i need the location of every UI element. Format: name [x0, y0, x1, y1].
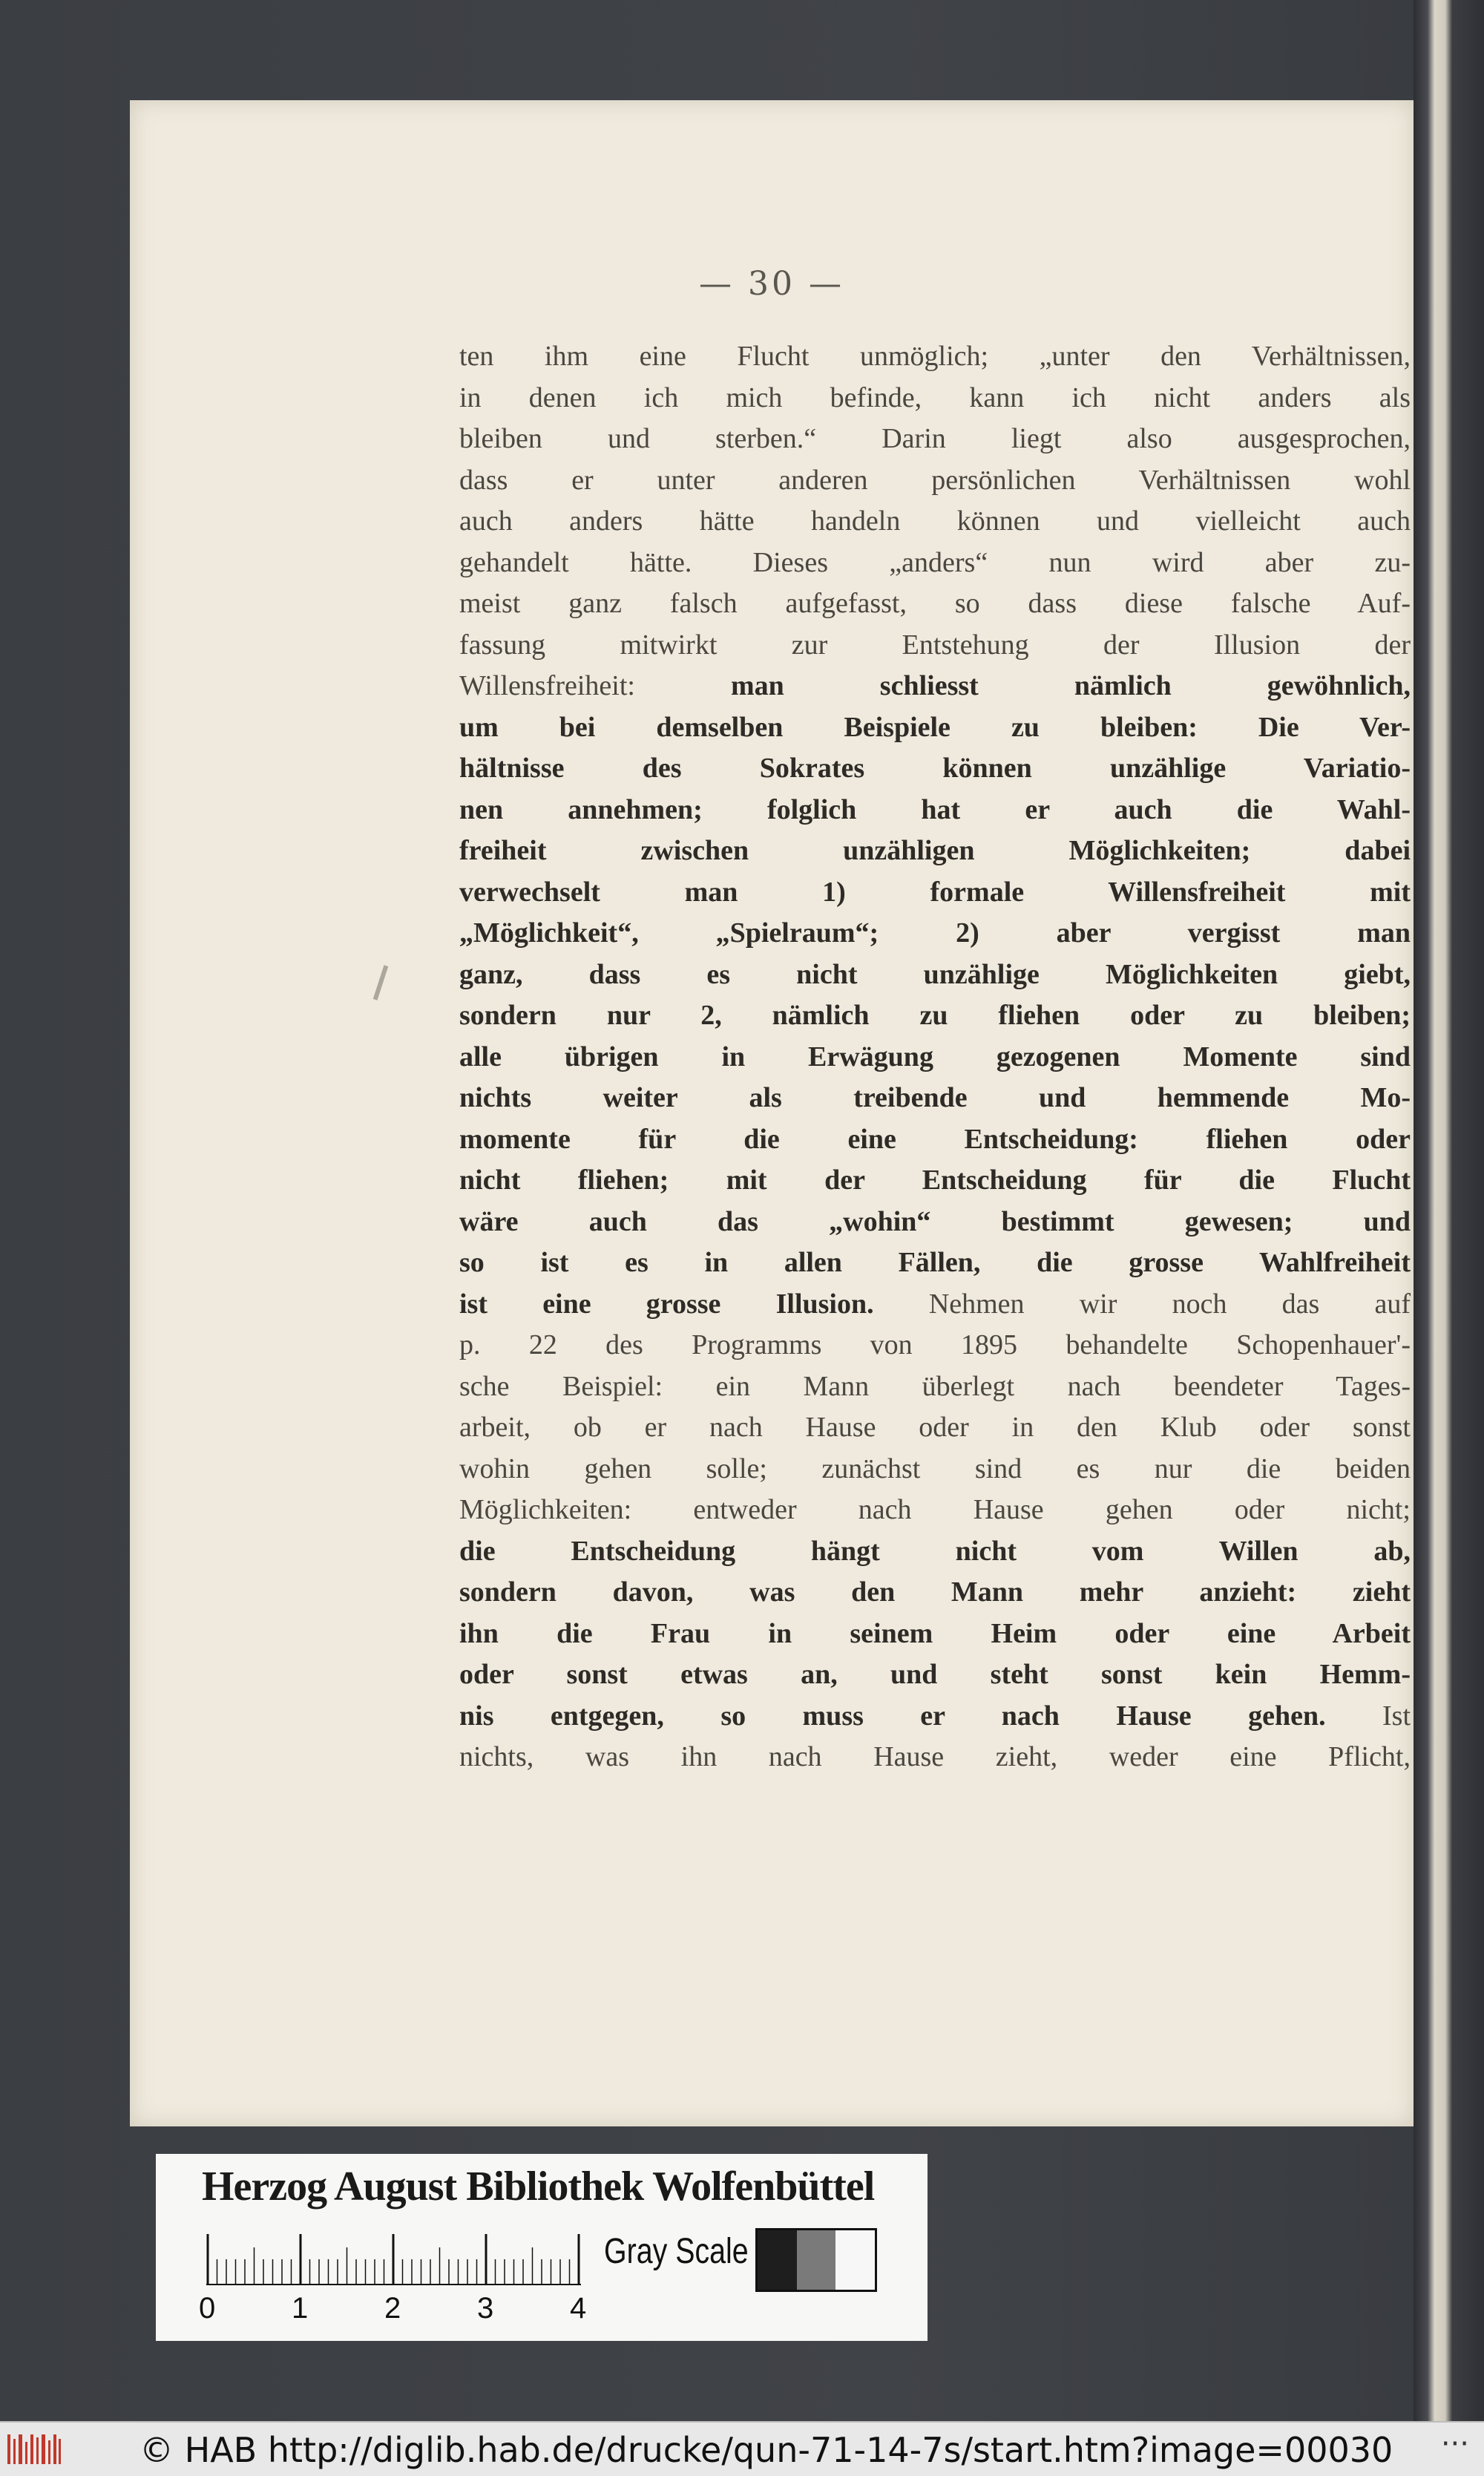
ruler-scale — [206, 2234, 581, 2286]
text-line: freiheit zwischen unzähligen Möglichkeiten; dabei — [459, 835, 1411, 866]
text-line: sche Beispiel: ein Mann überlegt nach beendeter Tages- — [459, 1370, 1411, 1402]
text-line: „Möglichkeit“, „Spielraum“; 2) aber vergisst man — [459, 917, 1411, 949]
plain-segment: Ist — [1382, 1700, 1411, 1732]
text-line: ihn die Frau in seinem Heim oder eine Arbeit — [459, 1617, 1411, 1649]
color-calibration-card — [156, 2154, 928, 2341]
ruler-number: 1 — [292, 2292, 309, 2325]
barcode-logo-icon — [6, 2431, 62, 2467]
ruler-number: 3 — [477, 2292, 494, 2325]
text-line: arbeit, ob er nach Hause oder in den Klub oder sonst — [459, 1412, 1411, 1443]
ruler-number: 2 — [384, 2292, 401, 2325]
ruler-number: 0 — [199, 2292, 216, 2325]
text-line — [459, 666, 1411, 707]
gray-scale-swatches — [755, 2228, 877, 2292]
page-number: — 30 — — [699, 265, 844, 303]
gray-swatch — [797, 2230, 836, 2290]
text-line: so ist es in allen Fällen, die grosse Wahlfreiheit — [459, 1247, 1411, 1278]
more-options-icon[interactable]: ··· — [1440, 2427, 1469, 2461]
text-line: bleiben und sterben.“ Darin liegt also ausgesprochen, — [459, 423, 1411, 454]
book-page — [130, 100, 1414, 2126]
text-line: sondern davon, was den Mann mehr anzieht: zieht — [459, 1576, 1411, 1608]
gray-scale-label: Gray Scale — [604, 2232, 749, 2271]
text-line: ganz, dass es nicht unzählige Möglichkeiten giebt, — [459, 958, 1411, 990]
text-line: nicht fliehen; mit der Entscheidung für die Flucht — [459, 1165, 1411, 1196]
text-line: nichts, was ihn nach Hause zieht, weder eine Pflicht, — [459, 1741, 1411, 1772]
text-line: auch anders hätte handeln können und vielleicht auch — [459, 505, 1411, 537]
bold-segment: nis entgegen, so muss er nach Hause gehen. — [459, 1700, 1382, 1732]
text-line: momente für die eine Entscheidung: fliehen oder — [459, 1123, 1411, 1155]
text-line — [459, 1284, 1411, 1326]
viewer-footer — [0, 2421, 1484, 2476]
text-line: nichts weiter als treibende und hemmende Mo- — [459, 1082, 1411, 1113]
plain-segment: Willensfreiheit: — [459, 670, 731, 701]
text-line: alle übrigen in Erwägung gezogenen Momente sind — [459, 1041, 1411, 1072]
bold-segment: man schliesst nämlich gewöhnlich, — [730, 670, 1411, 701]
page-text — [459, 336, 1411, 1778]
text-line: um bei demselben Beispiele zu bleiben: Die Ver- — [459, 711, 1411, 743]
gray-swatch — [758, 2230, 797, 2290]
text-line: Möglichkeiten: entweder nach Hause gehen oder nicht; — [459, 1494, 1411, 1525]
text-line: hältnisse des Sokrates können unzählige Variatio- — [459, 753, 1411, 784]
text-line: meist ganz falsch aufgefasst, so dass diese falsche Auf- — [459, 588, 1411, 619]
text-line: gehandelt hätte. Dieses „anders“ nun wird aber zu- — [459, 546, 1411, 578]
text-line: ten ihm eine Flucht unmöglich; „unter den Verhältnissen, — [459, 341, 1411, 372]
text-line: wohin gehen solle; zunächst sind es nur die beiden — [459, 1452, 1411, 1484]
card-title: Herzog August Bibliothek Wolfenbüttel — [202, 2164, 875, 2210]
text-line: in denen ich mich befinde, kann ich nicht anders als — [459, 381, 1411, 413]
text-line: fassung mitwirkt zur Entstehung der Illusion der — [459, 629, 1411, 661]
text-line: dass er unter anderen persönlichen Verhältnissen wohl — [459, 464, 1411, 496]
text-line: p. 22 des Programms von 1895 behandelte Schopenhauer'- — [459, 1329, 1411, 1360]
text-line — [459, 1696, 1411, 1738]
bold-segment: ist eine grosse Illusion. — [459, 1288, 929, 1320]
text-line: sondern nur 2, nämlich zu fliehen oder zu bleiben; — [459, 1000, 1411, 1031]
text-line: wäre auch das „wohin“ bestimmt gewesen; und — [459, 1205, 1411, 1237]
ruler-number: 4 — [570, 2292, 587, 2325]
book-edge — [1414, 0, 1484, 2421]
gray-swatch — [835, 2230, 875, 2290]
text-line: verwechselt man 1) formale Willensfreiheit mit — [459, 876, 1411, 908]
plain-segment: Nehmen wir noch das auf — [928, 1288, 1411, 1320]
text-line: oder sonst etwas an, und steht sonst kein Hemm- — [459, 1659, 1411, 1690]
text-line: nen annehmen; folglich hat er auch die Wahl- — [459, 793, 1411, 825]
text-line: die Entscheidung hängt nicht vom Willen ab, — [459, 1535, 1411, 1567]
copyright-link[interactable]: © HAB http://diglib.hab.de/drucke/qun-71-14-7s/start.htm?image=00030 — [139, 2430, 1393, 2470]
